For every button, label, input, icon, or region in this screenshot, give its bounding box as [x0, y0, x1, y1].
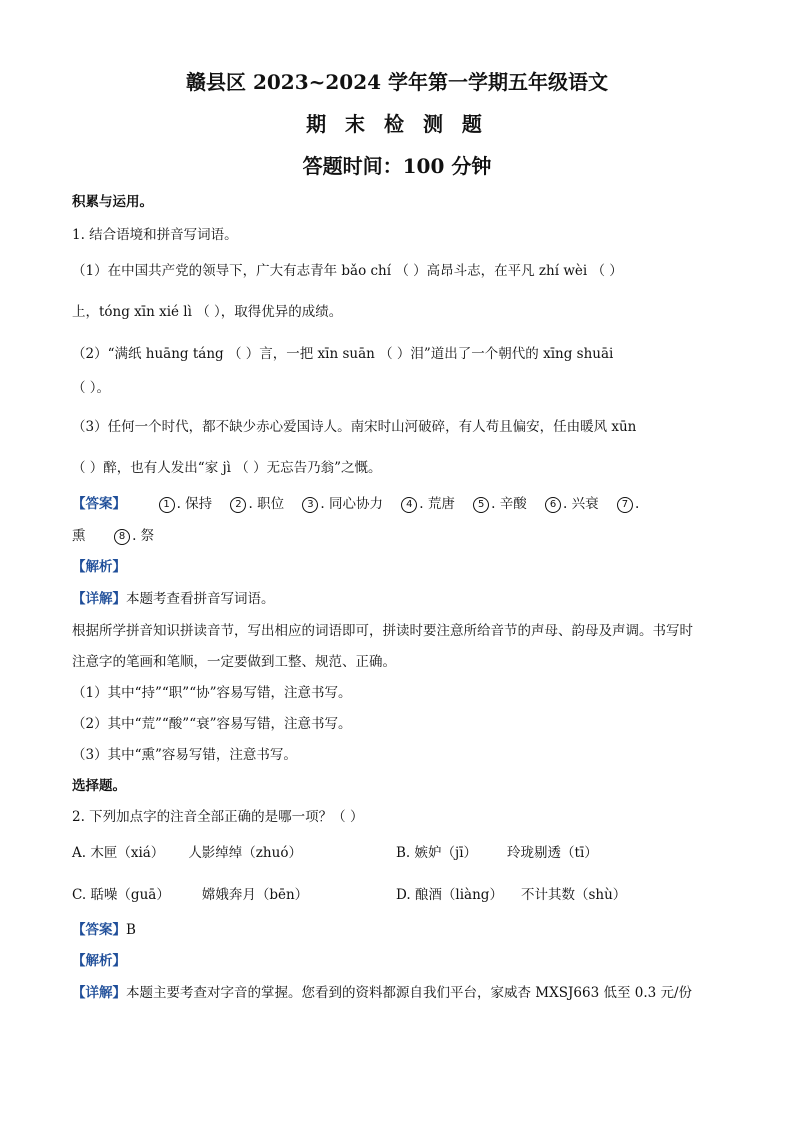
q1-analysis-p1: 根据所学拼音知识拼读音节，写出相应的词语即可，拼读时要注意所给音节的声母、韵母及声调。书写时	[72, 623, 693, 639]
answer-item: 4 . 荒唐	[401, 496, 455, 512]
exam-title: 赣县区 2023~2024 学年第一学期五年级语文	[185, 70, 608, 94]
q1-line-5: （3）任何一个时代，都不缺少赤心爱国诗人。南宋时山河破碎，有人苟且偏安，任由暖风 xūn	[72, 419, 637, 435]
q2-stem: 2. 下列加点字的注音全部正确的是哪一项？（ ）	[72, 809, 364, 825]
q2-option-a: A. 木匣（xiá） 人影绰绰（zhuó）	[72, 845, 302, 861]
q1-stem: 1. 结合语境和拼音写词语。	[72, 227, 238, 243]
section-heading-accumulation: 积累与运用。	[72, 194, 153, 210]
q2-option-c: C. 聒噪（guā） 嫦娥奔月（bēn）	[72, 887, 309, 903]
q1-analysis-p3: （1）其中“持”“职”“协”容易写错，注意书写。	[72, 685, 352, 701]
q2-answer-row: 【答案】B	[72, 922, 136, 938]
q1-line-6: （ ）醉，也有人发出“家 jì （ ）无忘告乃翁”之慨。	[72, 460, 382, 476]
exam-time: 答题时间：100 分钟	[302, 154, 492, 178]
q1-analysis-p4: （2）其中“荒”“酸”“衰”容易写错，注意书写。	[72, 716, 352, 732]
q1-line-2: 上，tóng xīn xié lì （ ），取得优异的成绩。	[72, 304, 343, 320]
answer-item: 3 . 同心协力	[302, 496, 383, 512]
q1-answer-row	[72, 495, 653, 513]
q1-analysis-p2: 注意字的笔画和笔顺，一定要做到工整、规范、正确。	[72, 654, 396, 670]
answer-item: 6 . 兴衰	[545, 496, 599, 512]
exam-subtitle: 期 末 检 测 题	[306, 112, 488, 136]
q2-option-d: D. 酿酒（liàng） 不计其数（shù）	[396, 887, 627, 903]
q2-analysis-label: 【解析】	[72, 953, 126, 969]
q1-analysis-p5: （3）其中“熏”容易写错，注意书写。	[72, 747, 297, 763]
section-heading-choice: 选择题。	[72, 778, 126, 794]
q1-answer-row-2: 熏 8 . 祭	[72, 528, 155, 544]
q1-line-4: （ ）。	[72, 380, 111, 396]
q1-analysis-label: 【解析】	[72, 559, 126, 575]
q2-option-b: B. 嫉妒（jī） 玲珑剔透（tī）	[396, 845, 598, 861]
q1-line-3: （2）“满纸 huāng táng （ ）言，一把 xīn suān （ ）泪”道出了一个朝代的 xīng shuāi	[72, 346, 614, 362]
answer-item: 1 . 保持	[159, 496, 213, 512]
answer-label: 【答案】	[72, 496, 126, 512]
answer-item: 7 .	[617, 496, 639, 512]
answer-item: 5 . 辛酸	[473, 496, 527, 512]
answer-number: 8	[114, 529, 130, 545]
answer-item: 2 . 职位	[230, 496, 284, 512]
q2-detail: 【详解】本题主要考查对字音的掌握。您看到的资料都源自我们平台，家威杏 MXSJ663 低至 0.3 元/份	[72, 985, 693, 1001]
q1-detail: 【详解】本题考查看拼音写词语。	[72, 591, 275, 607]
q1-line-1: （1）在中国共产党的领导下，广大有志青年 bǎo chí （ ）高昂斗志，在平凡 zhí wèi （ ）	[72, 263, 623, 279]
